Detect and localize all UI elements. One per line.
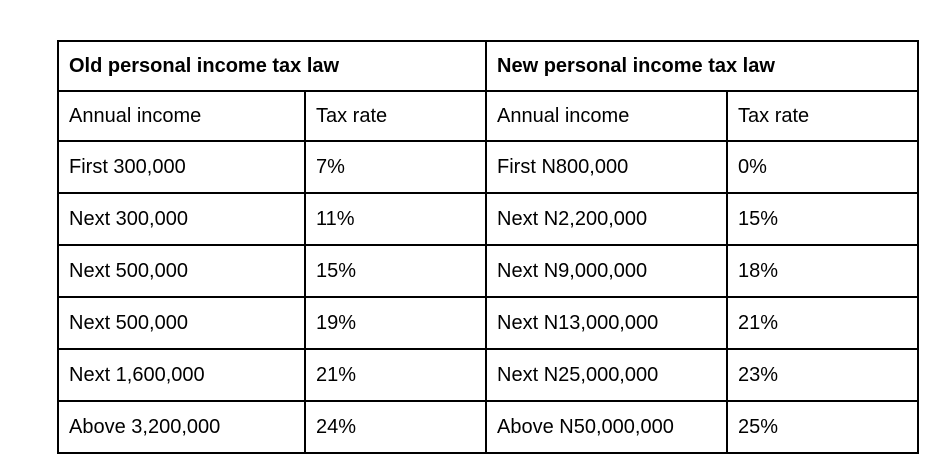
table-row [58, 401, 918, 453]
new-rate-cell: 21% [727, 297, 918, 349]
new-income-cell: Next N9,000,000 [486, 245, 727, 297]
table-row [58, 297, 918, 349]
new-rate-cell: 23% [727, 349, 918, 401]
new-income-cell: Next N2,200,000 [486, 193, 727, 245]
new-income-cell: Next N25,000,000 [486, 349, 727, 401]
new-rate-cell: 15% [727, 193, 918, 245]
old-income-cell: Next 500,000 [58, 297, 305, 349]
old-income-cell: Next 300,000 [58, 193, 305, 245]
table-row [58, 245, 918, 297]
table-row [58, 193, 918, 245]
old-law-title: Old personal income tax law [58, 41, 486, 91]
header-row [58, 91, 918, 141]
old-income-cell: Next 500,000 [58, 245, 305, 297]
tax-comparison-table [57, 40, 919, 454]
table-row [58, 349, 918, 401]
old-rate-cell: 15% [305, 245, 486, 297]
new-rate-cell: 0% [727, 141, 918, 193]
new-rate-cell: 18% [727, 245, 918, 297]
old-income-cell: First 300,000 [58, 141, 305, 193]
new-rate-cell: 25% [727, 401, 918, 453]
old-rate-cell: 21% [305, 349, 486, 401]
new-rate-header: Tax rate [727, 91, 918, 141]
old-rate-cell: 11% [305, 193, 486, 245]
new-income-cell: Above N50,000,000 [486, 401, 727, 453]
old-rate-cell: 24% [305, 401, 486, 453]
old-income-cell: Above 3,200,000 [58, 401, 305, 453]
new-income-header: Annual income [486, 91, 727, 141]
old-income-cell: Next 1,600,000 [58, 349, 305, 401]
old-rate-header: Tax rate [305, 91, 486, 141]
old-rate-cell: 7% [305, 141, 486, 193]
old-rate-cell: 19% [305, 297, 486, 349]
new-law-title: New personal income tax law [486, 41, 918, 91]
new-income-cell: Next N13,000,000 [486, 297, 727, 349]
old-income-header: Annual income [58, 91, 305, 141]
title-row [58, 41, 918, 91]
table-row [58, 141, 918, 193]
new-income-cell: First N800,000 [486, 141, 727, 193]
